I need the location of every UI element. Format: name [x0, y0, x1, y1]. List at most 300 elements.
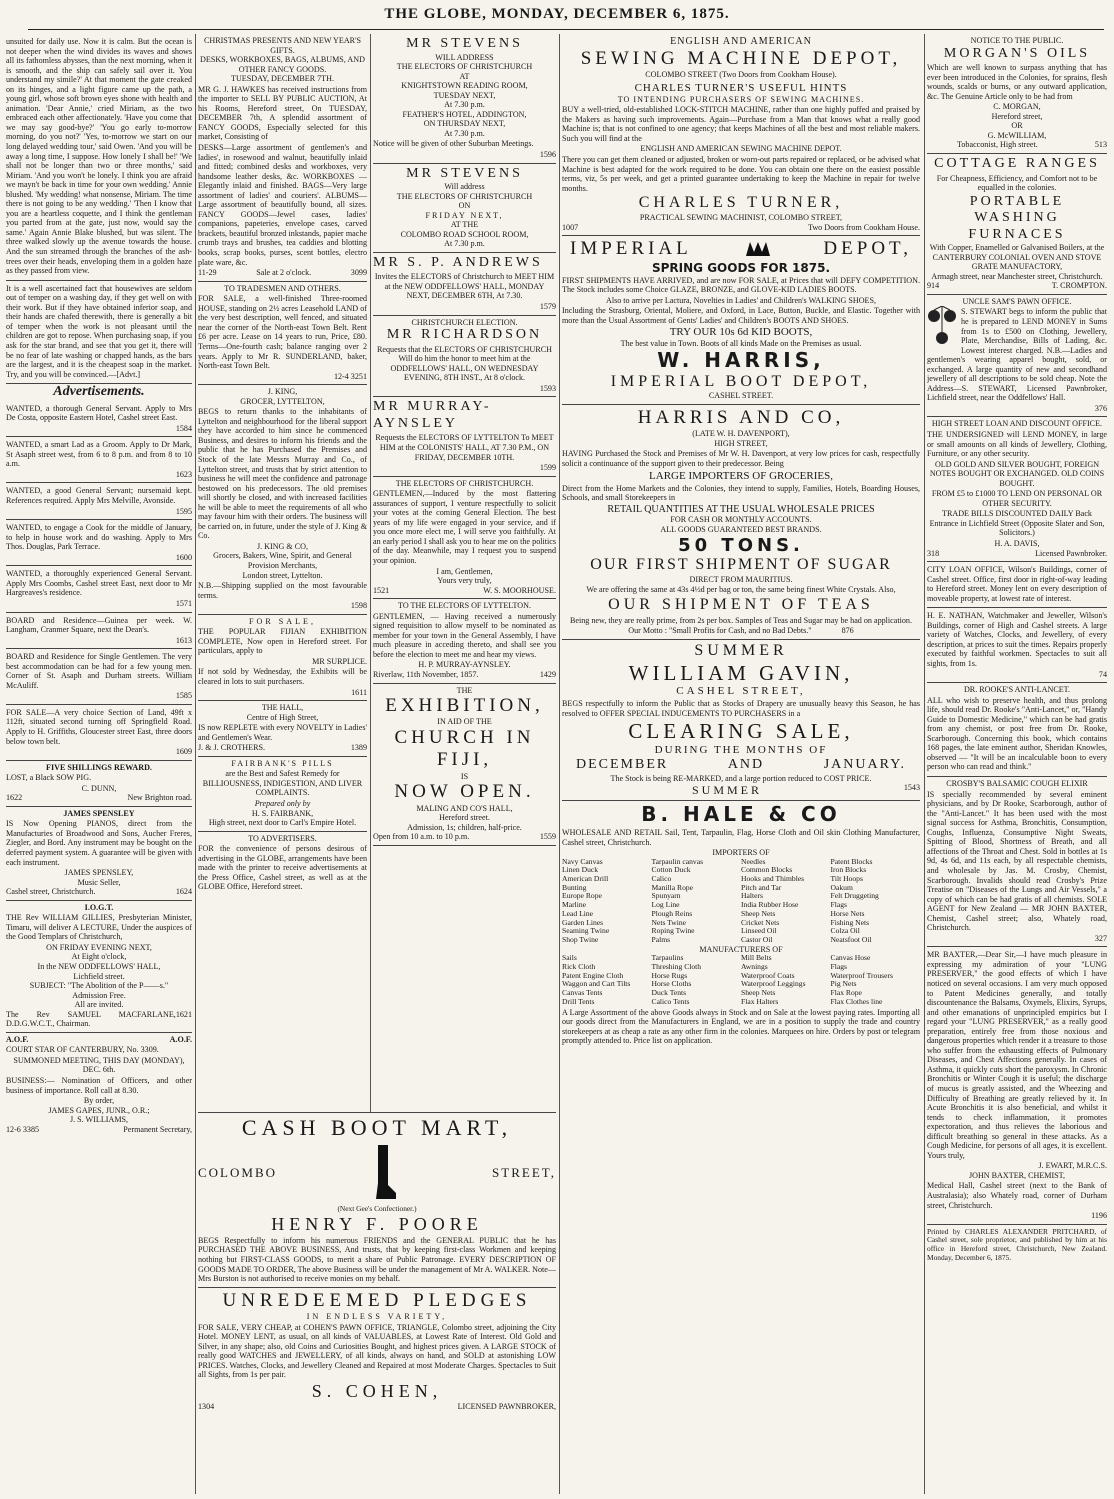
cash-next: (Next Gee's Confectioner.): [337, 1203, 417, 1213]
harris-text: Direct from the Home Markets and the Colonies, they intend to supply, Families, Hotels, Boarding Houses, Schools, and small Storekeepers in: [562, 483, 920, 503]
gavin-month: DECEMBER: [576, 757, 669, 773]
hale-list-item: Hooks and Thimbles: [741, 874, 805, 884]
gavin-street: CASHEL STREET,: [676, 685, 806, 698]
spensley-heading: JAMES SPENSLEY: [63, 808, 135, 818]
court-order: By order,: [83, 1096, 115, 1106]
murray-ad: [373, 397, 556, 476]
hale-list-item: Horse Rugs: [651, 970, 688, 980]
column-5: [927, 34, 1107, 1494]
imperial-text: Also to arrive per Lactura, Novelties in Ladies' and Children's WALKING SHOES,: [605, 295, 877, 305]
court-sign: J. S. WILLIAMS,: [69, 1115, 129, 1125]
hale-list-item: Awnings: [741, 962, 768, 972]
fiji-heading: FOR SALE,: [248, 616, 317, 626]
hale-list-item: Linseed Oil: [741, 926, 777, 936]
ad-number: 3099: [350, 268, 367, 278]
hale-list-item: Waggon and Cart Tilts: [562, 979, 631, 989]
aof-emblem-label: A.O.F.: [6, 1034, 29, 1044]
ad-number: 327: [1094, 933, 1107, 943]
ad-number: 318: [927, 548, 940, 558]
court-ad: [6, 1033, 192, 1137]
imprint-text: Printed by CHARLES ALEXANDER PRITCHARD, of Cashel street, sole proprietor, and published by him at his office in Hereford street, Christchurch, New Zealand. Monday, December 6, 1875.: [927, 1226, 1107, 1262]
hale-list-item: Log Line: [651, 900, 680, 910]
baxter-sign: JOHN BAXTER, CHEMIST,: [968, 1170, 1066, 1180]
ad-number: 1600: [175, 552, 192, 562]
hall-sub: Centre of High Street,: [246, 712, 319, 722]
hale-list-column: [831, 954, 921, 1006]
turner-trade: PRACTICAL SEWING MACHINIST, COLOMBO STREET,: [639, 213, 843, 223]
stevens-line: THE ELECTORS OF CHRISTCHURCH: [396, 62, 533, 72]
hale-list-item: Seaming Twine: [562, 926, 610, 936]
classified-ad-text: WANTED, to engage a Cook for the middle of January, to help in house work and do washing. Apply to Mrs Thos. Douglas, Park Terrace.: [6, 523, 192, 552]
lyttelton-address: Riverlaw, 11th November, 1857.: [373, 669, 479, 679]
king-co: J. KING & CO,: [256, 541, 309, 551]
xmas-ad: [198, 34, 367, 282]
tradesmen-text: FOR SALE, a well-finished Three-roomed HOUSE, standing on 2½ acres Leasehold LAND of the very best description, well fenced, and situated near the corner of the North-east Town Belt. Rent £6 per acre. Lease on 14 years to run, Price, £80. Terms—One-fourth cash; balance ranging over 2 years. Apply to Mr R. SUNDERLAND, baker, North-east Town Belt.: [198, 294, 367, 371]
king-sub: GROCER, LYTTELTON,: [240, 396, 325, 406]
hale-list-item: Halters: [741, 891, 763, 901]
sewing-machine-ad: [562, 34, 920, 236]
harris-motto: Our Motto : "Small Profits for Cash, and no Bad Debts.": [628, 626, 812, 636]
advertisements-heading: Advertisements.: [53, 384, 145, 400]
hale-list-item: India Rubber Hose: [741, 900, 799, 910]
portable-address: Armagh street, near Manchester street, Christchurch.: [931, 271, 1103, 281]
hale-list-item: Flags: [830, 900, 847, 910]
ad-number: 1613: [175, 635, 192, 645]
election-heading: CHRISTCHURCH ELECTION.: [411, 317, 518, 327]
ad-number: 1007: [562, 222, 579, 232]
hale-importers-list: [562, 858, 920, 945]
hale-list-column: [831, 858, 921, 945]
hale-list-item: Canvas Tents: [562, 988, 603, 998]
hale-list-item: Iron Blocks: [830, 865, 867, 875]
harris-sugar: OUR FIRST SHIPMENT OF SUGAR: [590, 555, 892, 573]
hale-list-item: Manilla Rope: [651, 882, 694, 892]
andrews-text: Invites the ELECTORS of Christchurch to MEET HIM at the NEW ODDFELLOWS' HALL, MONDAY NEXT, DECEMBER 6TH, At 7.30.: [374, 272, 555, 301]
column-divider: [195, 34, 196, 1494]
harris-co-ad: [562, 405, 920, 640]
hale-list-item: Europe Rope: [562, 891, 602, 901]
gavin-text: BEGS respectfully to inform the Public that as Stocks of Drapery are unusually heavy this Season, he has resolved to OFFER SPECIAL INDUCEMENTS TO PURCHASERS in a: [562, 699, 920, 718]
iogt-time: At Eight o'clock,: [71, 952, 127, 962]
harris-direct: DIRECT FROM MAURITIUS.: [689, 574, 793, 584]
imperial-depot-ad: [562, 236, 920, 405]
hale-list-item: Sheep Nets: [741, 908, 776, 918]
ad-number: 74: [1098, 669, 1107, 679]
city-loan-ad: [927, 562, 1107, 608]
city-loan-text: CITY LOAN OFFICE, Wilson's Buildings, corner of Cashel street. Office, first door in right-of-way leading to Hereford street. Money lent on every description of moveable property, at lowest rate of interest.: [927, 565, 1107, 603]
loan-licence: Licensed Pawnbroker.: [1035, 548, 1107, 558]
lyttelton-text: GENTLEMEN, — Having received a numerously signed requisition to allow myself to be nominated as member for your town in the General Assembly, I have much pleasure in acceding thereto, and shall see you before the election to meet me and hear my views.: [373, 611, 556, 659]
crosby-ad: [927, 777, 1107, 947]
morgan-sign: C. MORGAN,: [993, 102, 1041, 112]
exhibition-hours: Open from 10 a.m. to 10 p.m.: [373, 832, 470, 842]
gavin-ad: [562, 640, 920, 802]
crosby-heading: CROSBY'S BALSAMIC COUGH ELIXIR: [946, 779, 1088, 789]
exhibition-admission: Admission, 1s; children, half-price.: [407, 822, 522, 832]
imperial-text: Including the Strasburg, Oriental, Moliere, and Oxford, in Lace, Button, Buckle, and Elastic. Together with more than the Usual Assortment of Gents' Ladies' and Children's BOOTS AND SHOES.: [562, 306, 920, 325]
iogt-invited: All are invited.: [74, 1000, 124, 1010]
murray-text: Requests the ELECTORS OF LYTTELTON To MEET HIM at the COLONISTS' HALL, AT 7.30 P.M., ON FRIDAY, DECEMBER 10TH.: [375, 433, 554, 462]
cottage-text: For Cheapness, Efficiency, and Comfort not to be equalled in the colonies.: [936, 173, 1098, 193]
classified-ad: [6, 613, 192, 650]
ad-number: 1595: [175, 506, 192, 516]
cohen-name: S. COHEN,: [311, 1380, 443, 1401]
baxter-sign: J. EWART, M.R.C.S.: [1038, 1161, 1107, 1171]
reward-ad: [6, 761, 192, 807]
hale-text: WHOLESALE AND RETAIL Sail, Tent, Tarpaulin, Flag, Horse Cloth and Oil skin Clothing Manufacturer, Cashel street, Christchurch.: [562, 827, 920, 847]
reward-sign: C. DUNN,: [81, 783, 117, 793]
column-divider: [559, 34, 560, 1494]
hale-list-item: Pitch and Tar: [741, 882, 782, 892]
hale-list-item: Plough Reins: [651, 908, 693, 918]
stevens-line: At 7.30 p.m.: [444, 100, 485, 110]
stevens-line: KNIGHTSTOWN READING ROOM,: [401, 81, 528, 91]
classified-ad: [6, 566, 192, 612]
hale-list-item: Pig Nets: [830, 979, 857, 989]
hale-list-item: Waterproof Coats: [741, 970, 795, 980]
electors-sign: W. S. MOORHOUSE.: [483, 585, 556, 595]
advertisers-ad: [198, 832, 367, 896]
story-text: It is a well ascertained fact that housewives are seldom out of temper on a washing day, if they get well on with their work. But if they have obtained inferior soap, and their hands are chafed therewith, there is generally a bit of temper when the work is not pleasant until the children are got to repose. When purchasing soap, if you ask for the star brand, and see that you get it, there will be no fear of late washing or chapped hands, as the bars are the largest, and it is the cheapest soap in the market. Try, and you will be convinced.—[Advt.]: [6, 283, 192, 379]
exhibition-line: IS: [460, 771, 469, 781]
cash-left: COLOMBO: [198, 1165, 278, 1181]
stevens-line: FRIDAY NEXT,: [425, 210, 504, 220]
column-divider: [924, 34, 925, 1494]
exhibition-ad: [373, 684, 556, 846]
electors-heading: THE ELECTORS OF CHRISTCHURCH.: [395, 478, 534, 488]
court-sign: JAMES GAPES, JUNR., O.R.;: [48, 1105, 150, 1115]
stevens-ad-2: [373, 164, 556, 253]
loan-office-ad: [927, 417, 1107, 562]
ad-number: 1611: [351, 687, 367, 697]
harris-late: (LATE W. H. DAVENPORT),: [692, 429, 790, 439]
king-co-text: Grocers, Bakers, Wine, Spirit, and General Provision Merchants,: [213, 551, 352, 570]
hale-list-item: Palms: [651, 935, 671, 945]
gavin-month: JANUARY.: [823, 757, 906, 773]
hale-list-item: Navy Canvas: [562, 856, 603, 866]
crest-icon: [744, 240, 772, 258]
advertisers-text: FOR the convenience of persons desirous of advertising in the GLOBE, arrangements have been made with the printer to receive advertisements at the Press Office, Cashel street, as well as at the GLOBE Office, Hereford street.: [198, 844, 367, 892]
ad-number: 1596: [539, 149, 556, 159]
electors-sign: I am, Gentlemen,: [436, 566, 493, 576]
turner-heading: CHARLES TURNER'S USEFUL HINTS: [634, 81, 848, 94]
hale-list-item: Calico Tents: [651, 996, 690, 1006]
morgan-sign: G. McWILLIAM,: [987, 130, 1047, 140]
cash-boot-mart-block: [198, 1112, 556, 1494]
spensley-ad: [6, 807, 192, 901]
lyttelton-sign: H. P. MURRAY-AYNSLEY.: [418, 660, 511, 670]
hale-list-item: Felt Druggeting: [830, 891, 879, 901]
classified-ad: [6, 520, 192, 566]
hale-list-item: Common Blocks: [741, 865, 793, 875]
electors-text: GENTLEMEN,—Induced by the most flattering assurances of support, I venture respectfully to solicit your votes at the coming General Election. The best years of my life were engaged in your service, and if you once more elect me, I will serve you faithfully. At an early period I shall ask you to hear me on the politics of the day. Meanwhile, may I request you to suspend your opinion.: [373, 489, 556, 565]
story-text: unsuited for daily use. Now it is calm. But the ocean is not deeper when the wind divides its waves and shows all its fathomless abysses, than the next morning, when it is smooth, and the ship can safely sail over it. You understand my simile?' At that moment the gate creaked on its hinges, and a light figure came up the path, a young girl, whose soft brown eyes shone with health and animation. 'Dear Annie,' cried Miriam, as the two embraced each other affectionately. 'Have you come that we may say good-bye?' 'You go early to-morrow morning, do you not?' 'Yes, to-morrow we start on our long delayed wedding tour,' said Owen. 'And you will be away a long time, I suppose. How lonely I shall be!' 'We shall not be longer than two or three months,' said Miriam. 'And you won't be lonely. I think you are afraid we mayn't be back in time for your own wedding.' Annie blushed. 'My wedding! what nonsense, Miriam. The time there is not going to be any wedding.' 'Then I know that you are a heartless coquette, and I think the gentleman you parted from at the gate, just now, would say the same.' Again Annie Blake blushed, but was silent. The three walked slowly up the avenue towards the house. And the sun streamed through the branches of the ash-trees over their heads, enveloping them in a golden haze as they passed from view.: [6, 37, 192, 276]
king-heading: J. KING,: [267, 387, 298, 397]
ad-number: 513: [1094, 140, 1107, 150]
hale-list-item: Waterproof Leggings: [741, 979, 806, 989]
harris-offer: We are offering the same at 43s 4½d per bag or ton, the same being finest White Crystals. Also,: [586, 585, 896, 595]
iogt-subject: SUBJECT: "The Abolition of the P——s.": [29, 981, 169, 991]
andrews-ad: [373, 253, 556, 316]
rooke-text: ALL who wish to preserve health, and thus prolong life, should read Dr. Rooke's "Anti-Lancet," or, "Handy Guide to Domestic Medicine," which can be had gratis from any chemist, or post free from Dr. Rooke, Scarborough. Concerning this book, which contains 168 pages, the late eminent author, Sheridan Knowles, observed — "It will be an incalculable boon to every person who can read and think.": [927, 695, 1107, 772]
imperial-title: DEPOT,: [823, 238, 912, 260]
sewing-title: SEWING MACHINE DEPOT,: [580, 47, 902, 69]
hall-sign: J. & J. CROTHERS.: [198, 743, 266, 753]
harris-title: HARRIS AND CO,: [637, 406, 845, 428]
loan-gold: OLD GOLD AND SILVER BOUGHT, FOREIGN NOTES BOUGHT OR EXCHANGED. OLD COINS BOUGHT.: [929, 459, 1105, 488]
ad-number: 1389: [350, 743, 367, 753]
classified-ad: [6, 437, 192, 483]
hale-list-item: American Drill: [562, 874, 609, 884]
imperial-value: The best value in Town. Boots of all kinds Made on the Premises as usual.: [620, 339, 862, 349]
pawn-text: S. STEWART begs to inform the public that he is prepared to LEND MONEY in Sums from 1s to £500 on Clothing, Jewellery, Plate, Merchandise, Bills of Lading, &c. Lowest interest charged. N.B.—Ladies and gentlemen's wearing apparel bought, sold, or exchanged. A large quantity of new and secondhand jewellery of all descriptions to be sold cheap. Note the Address—S. STEWART, Licensed Pawnbroker, Lichfield street, near the Oddfellows' Hall.: [927, 307, 1107, 403]
hale-list-item: Calico: [651, 874, 672, 884]
stevens-name: MR STEVENS: [406, 36, 523, 51]
ad-number: 1521: [373, 585, 390, 595]
gavin-summer: SUMMER: [694, 641, 788, 659]
classified-ad-text: BOARD and Residence for Single Gentlemen. The very best accommodation can be had for a few young men. Corner of St. Asaph and Durham streets. William McAuliff.: [6, 652, 192, 690]
ad-number: 376: [1094, 403, 1107, 413]
hale-list-item: Duck Tents: [651, 988, 687, 998]
ad-number: 1609: [175, 747, 192, 757]
cash-right: STREET,: [492, 1165, 556, 1181]
nathan-ad: [927, 608, 1107, 683]
ad-number: 1559: [539, 832, 556, 842]
hale-footer: A Large Assortment of the above Goods always in Stock and on Sale at the lowest paying rates. Importing all our goods direct from the Manufacturers in England, we are in a position to supply the trade and country storekeepers at as cheap a rate as any other firm in the colonies. Marquees on hire. Orders by post or telegram promptly attended to. Price list on application.: [562, 1007, 920, 1046]
morgan-ad: [927, 34, 1107, 154]
hale-list-column: [652, 954, 742, 1006]
stevens-ad-1: [373, 34, 556, 164]
king-note: N.B.—Shipping supplied on the most favourable terms.: [198, 581, 367, 600]
turner-text: BUY a well-tried, old-established LOCK-STITCH MACHINE, rather than one highly puffed and praised by the Makers as having such improvements. Again—Purchase from a Man that knows what a really good Machine is; that is not confined to one agency; that keeps Machines of all the best and most reliable makers. Such you will find at the: [562, 105, 920, 143]
hale-list-item: Lead Line: [562, 908, 593, 918]
hale-list-item: Canvas Hose: [830, 953, 871, 963]
imperial-street: CASHEL STREET.: [708, 391, 774, 401]
hale-list-column: [741, 954, 831, 1006]
spensley-sign: JAMES SPENSLEY,: [64, 868, 134, 878]
exhibition-place: MALING AND CO'S HALL,: [416, 803, 513, 813]
ad-number: 1304: [198, 1402, 215, 1412]
murray-name: MR MURRAY-AYNSLEY: [373, 399, 492, 431]
stevens-line: THE ELECTORS OF CHRISTCHURCH: [396, 191, 533, 201]
hale-list-item: Waterproof Trousers: [830, 970, 893, 980]
rooke-ad: [927, 683, 1107, 777]
hale-list-item: Colza Oil: [830, 926, 860, 936]
hale-list-item: Flax Halters: [741, 996, 779, 1006]
fiji-sign: MR SURPLICE.: [312, 656, 367, 666]
lyttelton-ad: [373, 599, 556, 683]
xmas-items: DESKS—Large assortment of gentlemen's and ladies', in rosewood and walnut, beautifully inlaid and fitted; combined desks and workboxes, very handsome leather desks, &c. WORKBOXES — Elegantly inlaid and finished. BAGS—Very large assortment of ladies' and couriers'. ALBUMS—Large assortment of beautifully bound, all sizes. FANCY GOODS—Jewel cases, ladies' companions, papeteries, envelope cases, carved brackets, beautiful bronzed inkstands, papier mache crumb trays and brushes, tea caddies and blotting books, scrap books, purses, scent bottles, electro plate ware, &c.: [198, 143, 367, 267]
loan-heading: HIGH STREET LOAN AND DISCOUNT OFFICE.: [931, 419, 1103, 429]
court-sign: Permanent Secretary,: [123, 1124, 192, 1134]
hale-list-item: Castor Oil: [741, 935, 773, 945]
xmas-time: Sale at 2 o'clock.: [256, 268, 312, 278]
xmas-text: MR G. J. HAWKES has received instructions from the importer to SELL BY PUBLIC AUCTION, At his Rooms, Hereford street, On TUESDAY, DECEMBER 7th, A splendid assortment of FANCY GOODS, Especially selected for this market, Consisting of: [198, 84, 367, 142]
spensley-text: IS Now Opening PIANOS, direct from the Manufacturies of Broadwood and Sons, Aucher Freres, Ziegler, and Bord. Any instrument may be bought on the deferred payment system. A guarantee will be given with each instrument.: [6, 819, 192, 867]
xmas-date: TUESDAY, DECEMBER 7TH.: [231, 74, 334, 84]
ad-ref: 11-29: [198, 268, 217, 278]
iogt-heading: I.O.G.T.: [84, 902, 114, 912]
fiji-sale-ad: [198, 615, 367, 701]
baxter-text: MR BAXTER,—Dear Sir,—I have much pleasure in expressing my admiration of your "LUNG PRESERVER," the good effects of which I have noticed on several occasions. I am very much opposed to Patent Medicines generally, and totally discountenance the Balsams, Oxymels, Elixirs, Syrups, and other emanations of unprincipled empirics but I regard your "LUNG PRESERVER," as a really good preparation, entirely free from those noxious and dangerous properties which render it a treasure to those who suffer from the exhausting effects of Pulmonary Diseases, and Chest Affections generally. In cases of Asthma, it quickly cuts short the paroxysm. In Chronic Bronchitis or Winter Cough it is useful; the discharge of mucus is greatly assisted, and the Wheezing and Difficulty of Breathing are greatly relieved by it. In Acute Bronchitis it is also beneficial, and whilst it tends to check inflammation, it promotes expectoration, and thus relieves the laborious and difficult breathing so general in these attacks. As a Cough Medicine, for persons of all ages, it is excellent. Yours truly,: [927, 950, 1107, 1160]
ad-number: 1622: [6, 793, 23, 803]
hale-list-item: Flax Clothes line: [830, 996, 883, 1006]
stevens-line: AT THE: [450, 220, 479, 230]
imperial-text: FIRST SHIPMENTS HAVE ARRIVED, and are now FOR SALE, at Prices that will DEFY COMPETITION. The Stock includes some Choice GLAZE, BRONZE, and GLOVE-KID LADIES BOOTS.: [562, 275, 920, 295]
gavin-and: AND: [727, 757, 765, 773]
pills-text: are the Best and Safest Remedy for BILLIOUSNESS, INDIGESTION, AND LIVER COMPLAINTS.: [202, 769, 363, 798]
classified-ad-text: WANTED, a thoroughly experienced General Servant. Apply Mrs Coombs, Cashel street East, next door to Mr Hargreaves's residence.: [6, 569, 192, 598]
hale-list-item: Marline: [562, 900, 587, 910]
hale-list-item: Garden Lines: [562, 917, 604, 927]
rooke-heading: DR. ROOKE'S ANTI-LANCET.: [963, 685, 1071, 695]
loan-sign: H. A. DAVIS,: [994, 539, 1040, 548]
ad-number: 1429: [539, 669, 556, 679]
turner-address: Two Doors from Cookham House.: [807, 222, 920, 232]
boot-icon: [372, 1143, 398, 1203]
hale-list-item: Linen Duck: [562, 865, 599, 875]
ad-number: 12-4 3251: [333, 371, 367, 381]
turner-name: CHARLES TURNER,: [638, 194, 844, 212]
stevens-note: Notice will be given of other Suburban Meetings.: [373, 139, 534, 149]
harris-text: HAVING Purchased the Stock and Premises of Mr W. H. Davenport, at very low prices for cash, respectfully solicit a continuance of the support given to their predecessor. Being: [562, 449, 920, 469]
iogt-where: Lichfield street.: [73, 971, 125, 981]
harris-guarantee: ALL GOODS GUARANTEED BEST BRANDS.: [660, 524, 822, 534]
imperial-spring: SPRING GOODS FOR 1875.: [651, 260, 831, 275]
iogt-ad: [6, 901, 192, 1033]
stevens-line: ON THURSDAY NEXT,: [423, 119, 506, 129]
reward-title: FIVE SHILLINGS REWARD.: [46, 762, 152, 772]
poore-name: HENRY F. POORE: [271, 1213, 483, 1234]
aof-emblem-label: A.O.F.: [169, 1034, 192, 1044]
exhibition-line: THE: [456, 685, 473, 695]
richardson-name: MR RICHARDSON: [386, 327, 543, 343]
story-soap: [6, 281, 192, 384]
hale-list-item: Nets Twine: [651, 917, 687, 927]
ad-number: 1624: [175, 887, 192, 897]
morgan-title: MORGAN'S OILS: [943, 45, 1091, 61]
iogt-where: In the NEW ODDFELLOWS' HALL,: [37, 962, 161, 971]
hale-ad: [562, 801, 920, 1049]
nathan-text: H. E. NATHAN, Watchmaker and Jeweller, Wilson's Buildings, corner of High and Cashel streets. A large variety of Watches, Clocks, and Jewellery, of every description, at prices to suit the times. Repairs properly executed by faithful workmen. Spectacles to suit all sights, from 1s.: [927, 611, 1107, 669]
hale-list-item: Patent Engine Cloth: [562, 970, 624, 980]
loan-text: THE UNDERSIGNED will LEND MONEY, in large or small amounts on all kinds of Jewellery, Clothing, Furniture, or any other security.: [927, 429, 1107, 459]
story-serial: [6, 34, 192, 281]
portable-maker: CANTERBURY COLONIAL OVEN AND STOVE GRATE MANUFACTORY,: [932, 252, 1102, 272]
hale-list-item: Drill Tents: [562, 996, 595, 1006]
poore-text: BEGS Respectfully to inform his numerous FRIENDS and the GENERAL PUBLIC that he has PURCHASED THE ABOVE BUSINESS, And trusts, that by keeping first-class Workmen and keeping nothing but FIRST-CLASS GOODS, to merit a share of Public Patronage. EVERY DESCRIPTION OF GOODS MADE TO ORDER, The above Business will be under the management of Mr A. WALKER. Note—Mrs Burston is not authorised to receive monies on my behalf.: [198, 1235, 556, 1284]
masthead: THE GLOBE, MONDAY, DECEMBER 6, 1875.: [384, 6, 730, 22]
hale-list-column: [741, 858, 831, 945]
hale-list-item: Cricket Nets: [741, 917, 780, 927]
harris-cash: FOR CASH OR MONTHLY ACCOUNTS.: [670, 515, 812, 525]
ad-number: 914: [927, 281, 940, 291]
morgan-or: OR: [1011, 121, 1023, 131]
loan-lend: FROM £5 to £1000 TO LEND ON PERSONAL OR OTHER SECURITY.: [931, 489, 1103, 508]
pills-address: High street, next door to Carl's Empire Hotel.: [208, 818, 357, 828]
spensley-sign: Music Seller,: [77, 877, 121, 887]
pledges-ad: [198, 1287, 556, 1412]
electors-sign: Yours very truly,: [437, 576, 492, 586]
hale-manufacturers-heading: MANUFACTURERS OF: [699, 944, 783, 954]
classified-ad: [6, 705, 192, 761]
ad-number: 1579: [539, 302, 556, 312]
tradesmen-ad: [198, 282, 367, 385]
advertisers-heading: TO ADVERTISERS.: [248, 833, 317, 843]
hale-list-column: [652, 858, 742, 945]
hale-list-item: Rick Cloth: [562, 962, 596, 972]
hale-list-item: Threshing Cloth: [651, 962, 702, 972]
hale-list-item: Horse Cloths: [651, 979, 692, 989]
ad-number: 1623: [175, 469, 192, 479]
hale-list-item: Flax Rope: [830, 988, 862, 998]
fiji-note: If not sold by Wednesday, the Exhibits will be cleared in lots to suit purchasers.: [198, 667, 367, 686]
stevens-line: Will address: [444, 182, 485, 192]
ad-number: 1593: [539, 383, 556, 393]
andrews-name: MR S. P. ANDREWS: [373, 254, 543, 270]
small-ads-list: [6, 401, 192, 761]
hale-list-column: [562, 858, 652, 945]
pledges-heading: UNREDEEMED PLEDGES: [222, 1289, 532, 1311]
stevens-line: AT: [459, 71, 470, 81]
hale-importers-heading: IMPORTERS OF: [712, 848, 770, 858]
harris-large: LARGE IMPORTERS OF GROCERIES,: [649, 469, 833, 482]
gavin-during: DURING THE MONTHS OF: [654, 744, 828, 757]
stevens-name: MR STEVENS: [406, 165, 523, 181]
exhibition-church: CHURCH IN FIJI,: [394, 727, 535, 771]
reward-address: New Brighton road.: [127, 793, 192, 803]
stevens-line: FEATHER'S HOTEL, ADDINGTON,: [402, 109, 527, 119]
hale-list-item: Patent Blocks: [830, 856, 873, 866]
fiji-text: THE POPULAR FIJIAN EXHIBITION COMPLETE, Now open in Hereford street. For particulars, apply to: [198, 627, 367, 656]
stevens-line: COLOMBO ROAD SCHOOL ROOM,: [400, 229, 529, 239]
turner-text: There you can get them cleaned or adjusted, broken or worn-out parts repaired or replaced, or be advised what Machine is best adapted for the work required to be done. You can obtain one there on the easiest possible terms, viz, 5s per week, and get a printed guarantee undertaking to keep the Machine in repair for twelve months.: [562, 155, 920, 193]
hale-list-item: Cotton Duck: [651, 865, 691, 875]
hale-list-item: Sails: [562, 953, 577, 963]
hale-list-item: Bunting: [562, 882, 587, 892]
harris-retail: RETAIL QUANTITIES AT THE USUAL WHOLESALE PRICES: [607, 503, 875, 515]
classified-ad-text: WANTED, a thorough General Servant. Apply to Mrs De Costa, opposite Eastern Hotel, Cashel street East.: [6, 403, 192, 423]
richardson-text: Requests that the ELECTORS OF CHRISTCHURCH Will do him the honor to meet him at the ODDFELLOWS' HALL, ON WEDNESDAY EVENING, 8TH INST., At 8 o'clock.: [377, 344, 552, 383]
pawn-office-ad: [927, 295, 1107, 418]
hale-manufacturers-list: [562, 954, 920, 1006]
classified-ad: [6, 649, 192, 705]
hale-title: B. HALE & CO: [641, 802, 841, 827]
hall-heading: THE HALL,: [261, 703, 304, 713]
ad-number: 1598: [350, 601, 367, 611]
imperial-try: TRY OUR 10s 6d KID BOOTS,: [669, 326, 813, 339]
imprint: [927, 1225, 1107, 1267]
hale-list-item: Sheep Nets: [741, 988, 776, 998]
cash-boot-ad: [198, 1112, 556, 1284]
morgan-text: Which are well known to surpass anything that has ever been introduced in the Colonies, for sprains, flesh wounds, scalds or burns, or any outward application, &c. The Genuine Article only to be had from: [927, 63, 1107, 101]
court-business: BUSINESS:— Nomination of Officers, and other business of importance. Roll call at 8.30.: [6, 1076, 192, 1095]
ad-number: 1196: [1091, 1211, 1107, 1221]
iogt-text: THE Rev WILLIAM GILLIES, Presbyterian Minister, Timaru, will deliver A LECTURE, Under the auspices of the Good Templars of Christchurch,: [6, 913, 192, 942]
harris-tons: 50 TONS.: [678, 534, 804, 556]
crosby-text: IS specially recommended by several eminent physicians, and by Dr Rooke, Scarborough, author of the "Anti-Lancet." It has been used with the most signal success for Asthma, Bronchitis, Consumption, Coughs, Influenza, Consumptive Night Sweats, Spitting of Blood, Shortness of Breath, and all affections of the Throat and Chest. Sold in bottles at 1s 9d, 4s 6d, and 11s each, by all respectable chemists, and wholesale by Jas. M. Crosby, Chemist, Scarborough. Invalids should read Crosby's Prize Treatise on "Diseases of the Lungs and Air Vessels," a copy of which can be had gratis of all chemists. SOLE AGENT for New Zealand — MR JOHN BAXTER, Chemist, Cashel street; also, Whately road, Christchurch.: [927, 789, 1107, 933]
court-meeting: SUMMONED MEETING, THIS DAY (MONDAY), DEC. 6th.: [13, 1055, 185, 1075]
hale-list-item: Spunyarn: [651, 891, 681, 901]
pills-ad: [198, 757, 367, 832]
stevens-line: WILL ADDRESS: [435, 52, 494, 62]
ad-number: 1571: [175, 598, 192, 608]
iogt-when: ON FRIDAY EVENING NEXT,: [46, 942, 152, 952]
hale-list-item: Shop Twine: [562, 935, 599, 945]
portable-title: PORTABLE WASHING FURNACES: [968, 193, 1066, 242]
baxter-address: Medical Hall, Cashel street (next to the Bank of Australasia); also Whately road, corner of Durham street, Christchurch.: [927, 1181, 1107, 1210]
king-text: BEGS to return thanks to the inhabitants of Lyttelton and neighbourhood for the liberal support they have accorded to him since he commenced Business, and desires to inform his friends and the public that he has Purchased the Premises and Stock of the late Messrs Murray and Co., of Lyttelton street, and trusts that by strict attention to business he will meet the confidence and patronage bestowed on his predecessors. The old premises will shortly be closed, and with increased facilities he will be able to meet the requirements of all who may favour him with their orders. The business will be carried on, in future, under the style of J. King & Co.: [198, 407, 367, 541]
